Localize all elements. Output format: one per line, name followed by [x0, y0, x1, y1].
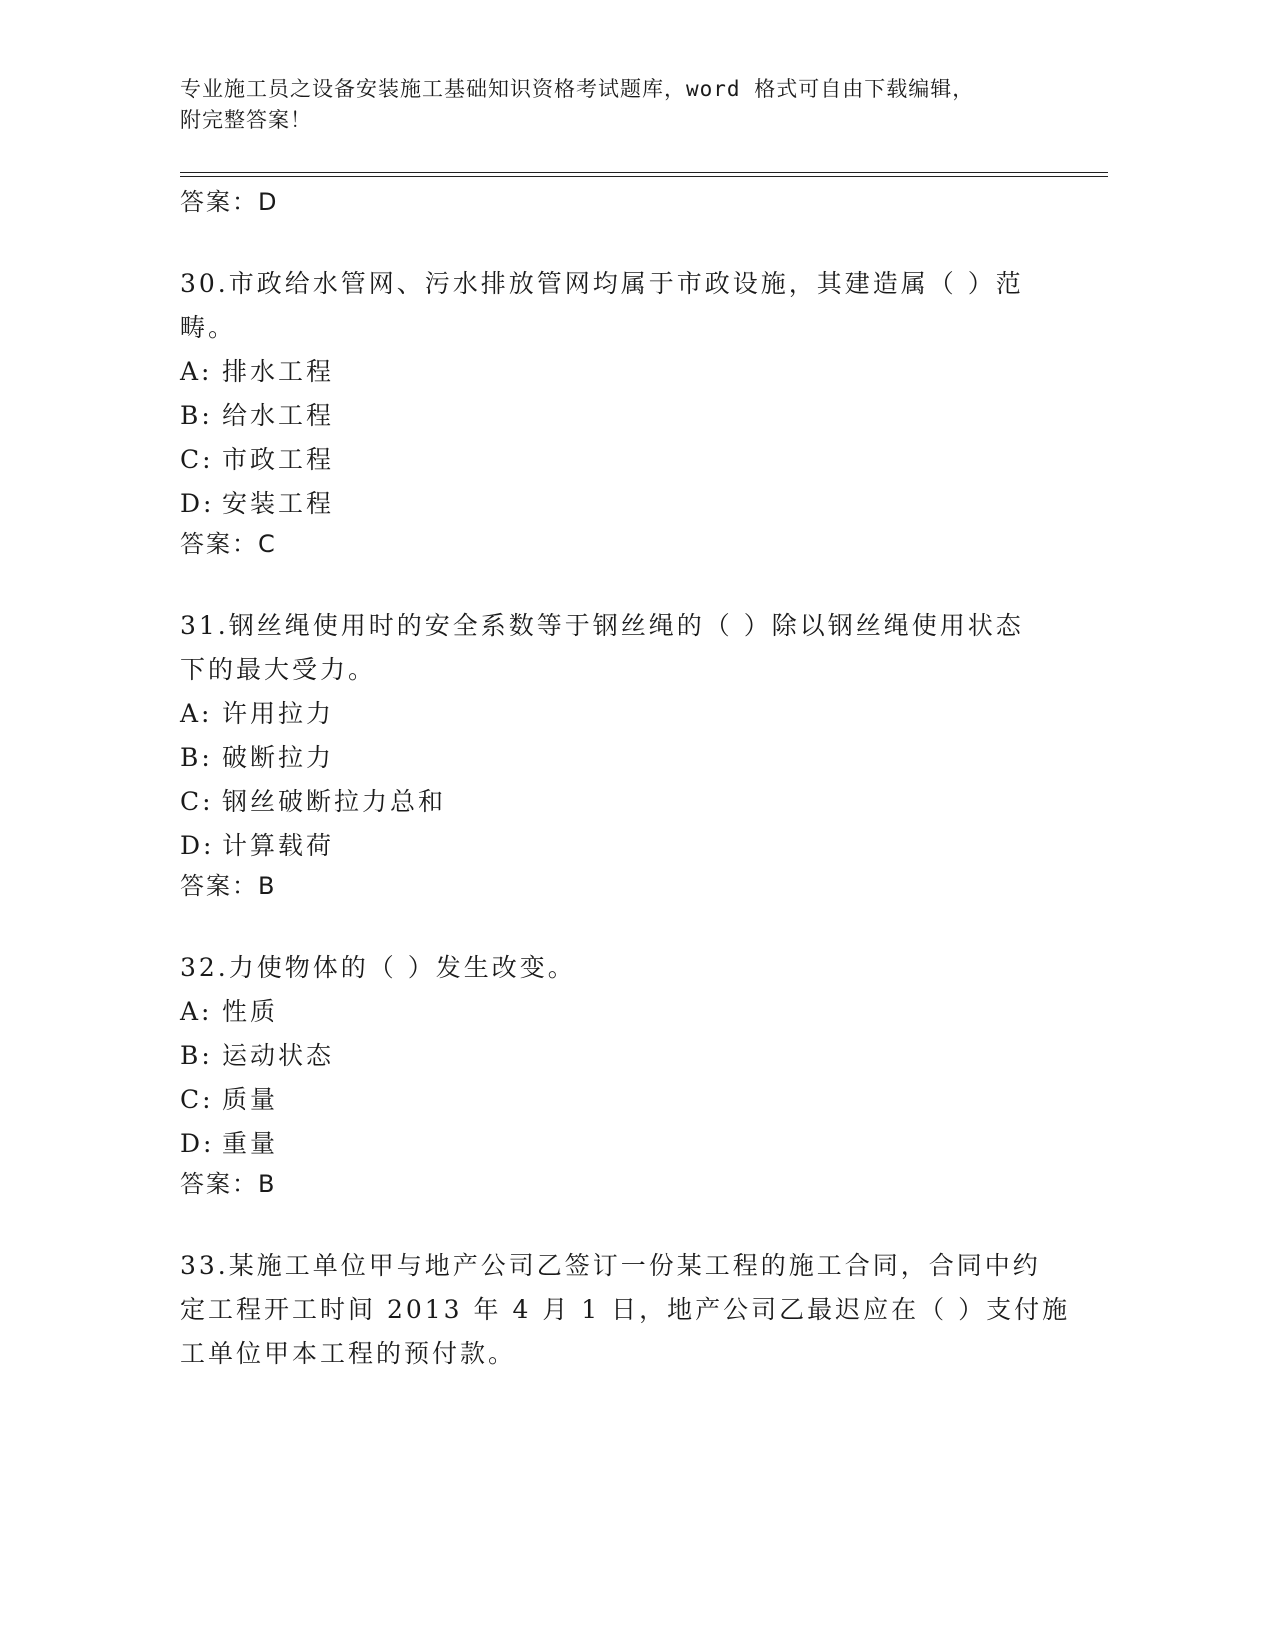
option-b — [180, 1034, 1060, 1078]
option-text: 许用拉力 — [222, 699, 335, 728]
answer-line: 答案：C — [180, 530, 277, 558]
option-d — [180, 1122, 1060, 1166]
option-text: 破断拉力 — [222, 743, 335, 772]
option-label: B: — [180, 743, 213, 772]
option-a — [180, 350, 1060, 394]
option-c — [180, 438, 1060, 482]
question-block — [180, 946, 1060, 1202]
option-label: A: — [180, 997, 213, 1026]
header-line-2: 附完整答案！ — [180, 108, 312, 132]
option-c — [180, 780, 1060, 824]
option-text: 安装工程 — [222, 489, 335, 518]
answer-line: 答案：B — [180, 1170, 277, 1198]
option-d — [180, 824, 1060, 868]
option-text: 重量 — [222, 1129, 279, 1158]
option-text: 排水工程 — [222, 357, 335, 386]
option-a — [180, 692, 1060, 736]
option-label: C: — [180, 1085, 214, 1114]
option-label: B: — [180, 401, 213, 430]
question-content — [180, 184, 1071, 1376]
question-text: 定工程开工时间 2013 年 4 月 1 日，地产公司乙最迟应在（ ）支付施 — [180, 1295, 1071, 1324]
option-text: 计算载荷 — [222, 831, 335, 860]
question-text: 33.某施工单位甲与地产公司乙签订一份某工程的施工合同，合同中约 — [180, 1251, 1041, 1280]
spacer — [180, 562, 1060, 604]
question-text: 工单位甲本工程的预付款。 — [180, 1339, 517, 1368]
option-text: 质量 — [222, 1085, 279, 1114]
option-text: 给水工程 — [222, 401, 335, 430]
question-text: 32.力使物体的（ ）发生改变。 — [180, 953, 576, 982]
option-label: D: — [180, 1129, 215, 1158]
answer-line: 答案：B — [180, 872, 277, 900]
option-d — [180, 482, 1060, 526]
header-line-1: 专业施工员之设备安装施工基础知识资格考试题库，word 格式可自由下载编辑， — [180, 77, 975, 101]
option-b — [180, 394, 1060, 438]
question-block — [180, 262, 1060, 562]
spacer — [180, 220, 1060, 262]
question-text: 30.市政给水管网、污水排放管网均属于市政设施，其建造属（ ）范 — [180, 269, 1024, 298]
option-label: C: — [180, 445, 214, 474]
header-divider-top — [180, 172, 1108, 173]
header-divider-bottom — [180, 176, 1108, 177]
spacer — [180, 904, 1060, 946]
question-block — [180, 604, 1060, 904]
option-c — [180, 1078, 1060, 1122]
option-label: A: — [180, 357, 213, 386]
answer-line: 答案：D — [180, 188, 279, 216]
question-text: 畴。 — [180, 313, 237, 342]
option-text: 运动状态 — [222, 1041, 335, 1070]
option-text: 性质 — [222, 997, 279, 1026]
option-b — [180, 736, 1060, 780]
option-text: 市政工程 — [222, 445, 335, 474]
spacer — [180, 1202, 1060, 1244]
option-label: B: — [180, 1041, 213, 1070]
option-label: D: — [180, 489, 215, 518]
question-text: 下的最大受力。 — [180, 655, 377, 684]
option-label: A: — [180, 699, 213, 728]
page-header — [180, 74, 1060, 136]
question-text: 31.钢丝绳使用时的安全系数等于钢丝绳的（ ）除以钢丝绳使用状态 — [180, 611, 1024, 640]
option-text: 钢丝破断拉力总和 — [222, 787, 447, 816]
question-block — [180, 1244, 1071, 1376]
option-label: C: — [180, 787, 214, 816]
option-a — [180, 990, 1060, 1034]
option-label: D: — [180, 831, 215, 860]
